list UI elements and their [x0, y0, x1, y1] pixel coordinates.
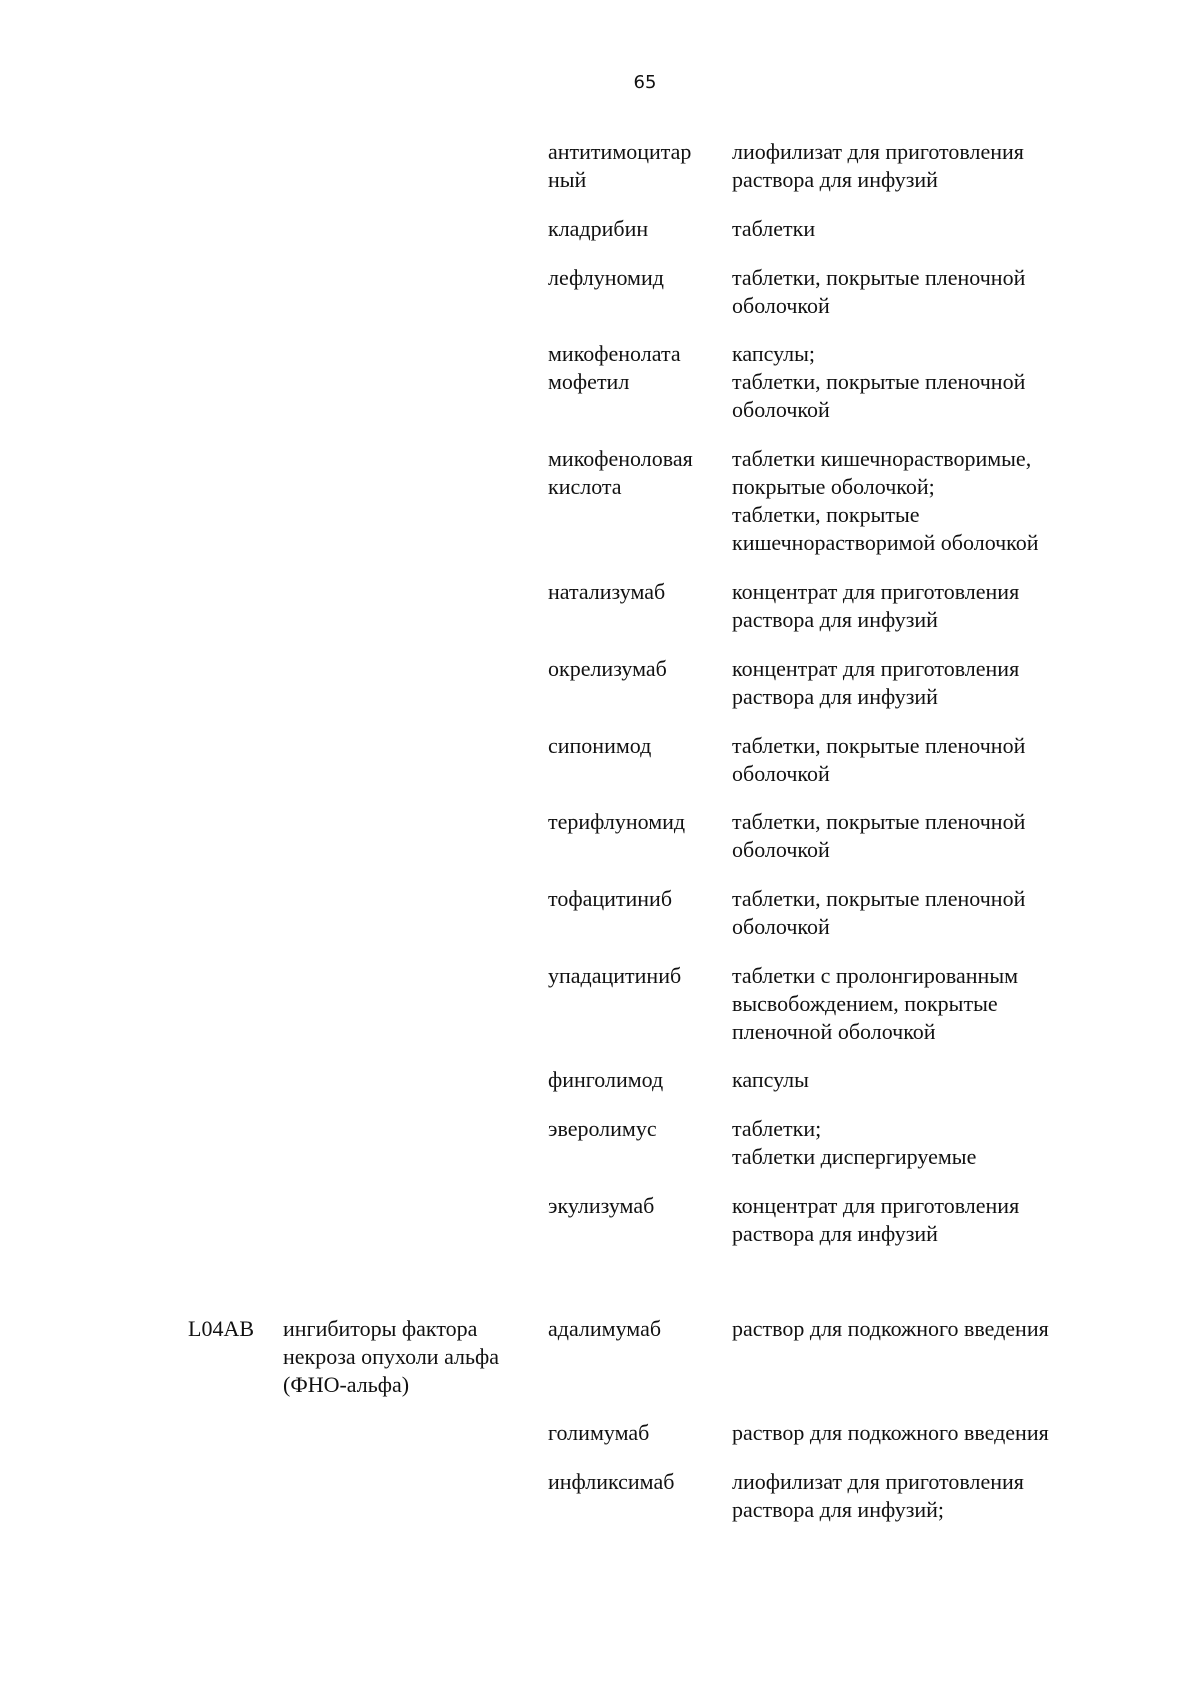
dosage-form: таблетки — [732, 216, 816, 241]
pharmacological-group: ингибиторы фактора некроза опухоли альфа (ФНО-альфа) — [283, 1316, 500, 1397]
drug-name: упадацитиниб — [548, 963, 682, 988]
dosage-form: лиофилизат для приготовления раствора для инфузий; — [732, 1469, 1024, 1522]
drug-name: экулизумаб — [548, 1193, 655, 1218]
drug-name: сипонимод — [548, 733, 652, 758]
dosage-form: таблетки, покрытые пленочной оболочкой — [732, 733, 1026, 786]
drug-name: микофенолата мофетил — [548, 341, 681, 394]
dosage-form: концентрат для приготовления раствора для инфузий — [732, 579, 1020, 632]
drug-name: финголимод — [548, 1067, 664, 1092]
drug-name: лефлуномид — [548, 265, 664, 290]
drug-name: инфликсимаб — [548, 1469, 675, 1494]
dosage-form: таблетки; таблетки диспергируемые — [732, 1116, 977, 1169]
dosage-form: таблетки с пролонгированным высвобождением, покрытые пленочной оболочкой — [732, 963, 1019, 1044]
dosage-form: капсулы; таблетки, покрытые пленочной оболочкой — [732, 341, 1026, 422]
dosage-form: таблетки, покрытые пленочной оболочкой — [732, 886, 1026, 939]
drug-name: окрелизумаб — [548, 656, 667, 681]
drug-name: микофеноловая кислота — [548, 446, 693, 499]
drug-name: антитимоцитар ный — [548, 139, 692, 192]
dosage-form: концентрат для приготовления раствора для инфузий — [732, 1193, 1020, 1246]
dosage-form: таблетки, покрытые пленочной оболочкой — [732, 265, 1026, 318]
dosage-form: раствор для подкожного введения — [732, 1420, 1049, 1445]
drug-name: голимумаб — [548, 1420, 650, 1445]
dosage-form: концентрат для приготовления раствора для инфузий — [732, 656, 1020, 709]
drug-name: адалимумаб — [548, 1316, 662, 1341]
page-number: 65 — [633, 72, 657, 93]
drug-name: эверолимус — [548, 1116, 657, 1141]
dosage-form: таблетки, покрытые пленочной оболочкой — [732, 809, 1026, 862]
drug-name: кладрибин — [548, 216, 649, 241]
drug-name: тофацитиниб — [548, 886, 673, 911]
atc-code: L04AB — [188, 1316, 254, 1341]
dosage-form: таблетки кишечнорастворимые, покрытые оболочкой; таблетки, покрытые кишечнорастворимой оболочкой — [732, 446, 1039, 555]
dosage-form: капсулы — [732, 1067, 809, 1092]
dosage-form: лиофилизат для приготовления раствора для инфузий — [732, 139, 1024, 192]
drug-name: натализумаб — [548, 579, 666, 604]
dosage-form: раствор для подкожного введения — [732, 1316, 1049, 1341]
drug-name: терифлуномид — [548, 809, 686, 834]
